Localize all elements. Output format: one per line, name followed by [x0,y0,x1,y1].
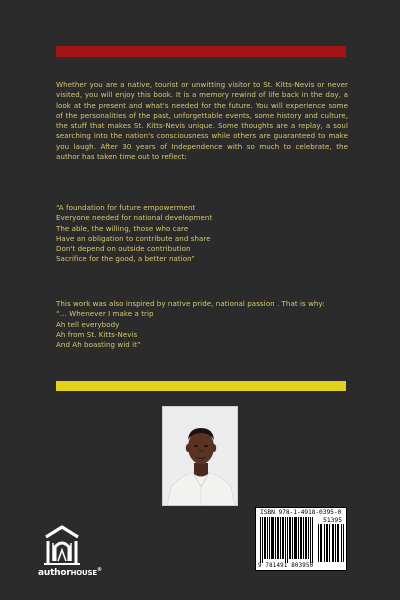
quote-line: The able, the willing, those who care [56,223,189,233]
verse-line: And Ah boasting wid it” [56,340,141,350]
verse-line: Ah from St. Kitts-Nevis [56,329,138,339]
quote-line: Sacrifice for the good, a better nation” [56,254,196,264]
inspiration-section [56,299,348,350]
isbn-barcode [255,507,347,571]
verse-line: Ah tell everybody [56,319,120,329]
verse-line: “… Whenever I make a trip [56,309,154,319]
price-addon-bars [318,524,344,562]
quote-line: Don't depend on outside contribution [56,244,191,254]
ean-barcode-bars [260,517,316,563]
intro-paragraph: Whether you are a native, tourist or unwitting visitor to St. Kitts-Nevis or never visited, you will enjoy this book. It is a memory rewind of life back in the day, a look at the present and what's needed for the future. You will experience some of the personalities of the past, unforgettable events, some history and culture, the stuff that makes St. Kitts-Nevis unique. Some thoughts are a replay, a soul searching into the nation's consciousness while others are guaranteed to make you laugh. After 30 years of Independence with so much to celebrate, the author has taken time out to reflect: [56,80,348,162]
author-photo [162,406,238,506]
ean-digits: 9 781491 803950 [258,563,314,569]
reflection-quote [56,203,348,265]
quote-line: Have an obligation to contribute and share [56,233,211,243]
publisher-name-part1: author [38,568,71,578]
publisher-wordmark [38,567,102,578]
red-divider-bar [56,46,346,57]
publisher-name-part2: HOUSE [70,569,97,577]
yellow-divider-bar [56,381,346,391]
price-code: 51395 [323,517,342,524]
inspiration-lead: This work was also inspired by native pride, national passion . That is why: [56,299,325,308]
registered-mark: ® [96,567,102,573]
isbn-label: ISBN 978-1-4918-0395-0 [260,509,342,516]
quote-line: Everyone needed for national development [56,213,213,223]
quote-line: “A foundation for future empowerment [56,203,196,212]
